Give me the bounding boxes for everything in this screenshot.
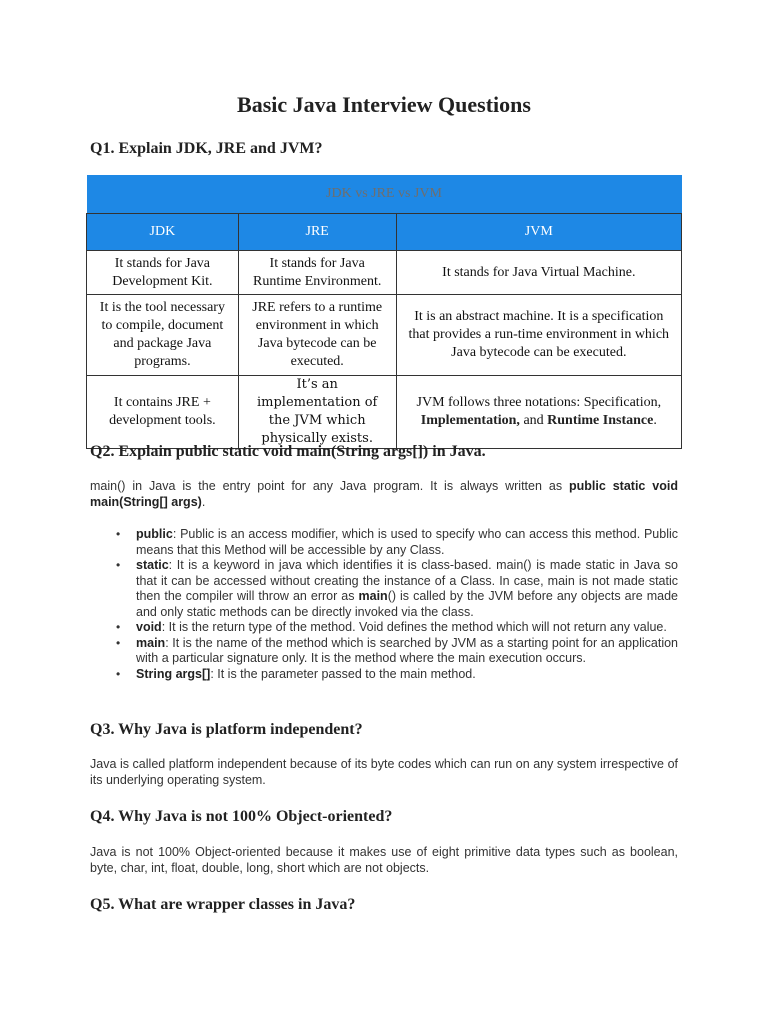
header-jre: JRE bbox=[238, 214, 396, 251]
bold-term: public bbox=[136, 527, 173, 541]
text: : Public is an access modifier, which is used to specify who can access this method. Public means that this Method will be accessible by any Class. bbox=[136, 527, 678, 557]
table-cell: It stands for Java Runtime Environment. bbox=[238, 251, 396, 295]
q3-body: Java is called platform independent because of its byte codes which can run on any system irrespective of its underlying operating system. bbox=[90, 757, 678, 787]
table-cell: It stands for Java Virtual Machine. bbox=[396, 251, 681, 295]
table-caption-row bbox=[87, 175, 682, 214]
list-item bbox=[90, 620, 678, 636]
q3-heading: Q3. Why Java is platform independent? bbox=[90, 721, 363, 738]
table-caption: JDK vs JRE vs JVM bbox=[87, 175, 682, 214]
table-cell-jvm-notations bbox=[396, 376, 681, 449]
bullet-icon: • bbox=[116, 666, 121, 681]
table-cell: It’s an implementation of the JVM which physically exists. bbox=[238, 376, 396, 449]
text: : It is the name of the method which is searched by JVM as a starting point for an application with a particular signature only. It is the method where the main execution occurs. bbox=[136, 635, 678, 665]
list-item bbox=[90, 558, 678, 620]
list-item bbox=[90, 667, 678, 683]
q1-heading: Q1. Explain JDK, JRE and JVM? bbox=[90, 140, 323, 157]
header-jdk: JDK bbox=[87, 214, 239, 251]
table-row bbox=[87, 251, 682, 295]
text: . bbox=[201, 494, 206, 509]
bold-term: main bbox=[136, 635, 166, 650]
table-row bbox=[87, 376, 682, 449]
table-cell: It is an abstract machine. It is a specification that provides a run-time environment in which Java bytecode can be executed. bbox=[396, 295, 681, 376]
jdk-jre-jvm-table bbox=[86, 175, 682, 449]
table-cell: It is the tool necessary to compile, document and package Java programs. bbox=[87, 295, 239, 376]
text: and bbox=[519, 413, 548, 428]
q2-bullet-list bbox=[90, 527, 678, 682]
bold-term: public static void main(String[] args) bbox=[90, 479, 679, 509]
list-item bbox=[90, 636, 678, 667]
text: . bbox=[653, 413, 657, 428]
bold-term: Runtime Instance bbox=[547, 413, 654, 428]
q4-body: Java is not 100% Object-oriented because it makes use of eight primitive data types such as boolean, byte, char, int, float, double, long, short which are not objects. bbox=[90, 845, 678, 875]
text: : It is a keyword in java which identifies it is class-based. main() is made static in Java so that it can be accessed without creating the instance of a Class. In case, main is not made static then the compiler will throw an error as bbox=[136, 558, 678, 603]
text: main() in Java is the entry point for any Java program. It is always written as bbox=[90, 479, 569, 493]
text: () is called by the JVM before any objects are made and only static methods can be directly invoked via the class. bbox=[136, 589, 678, 619]
table-cell: It stands for Java Development Kit. bbox=[87, 251, 239, 295]
bullet-icon: • bbox=[116, 620, 121, 634]
table-header-row bbox=[87, 214, 682, 251]
text: : It is the parameter passed to the main method. bbox=[210, 666, 476, 681]
table-row bbox=[87, 295, 682, 376]
q2-heading: Q2. Explain public static void main(String args[]) in Java. bbox=[90, 443, 486, 460]
text: JVM follows three notations: Specification, bbox=[416, 395, 662, 410]
bullet-icon: • bbox=[116, 635, 121, 650]
q4-heading: Q4. Why Java is not 100% Object-oriented? bbox=[90, 808, 393, 825]
table-cell: It contains JRE + development tools. bbox=[87, 376, 239, 449]
page-title: Basic Java Interview Questions bbox=[237, 92, 531, 117]
text: : It is the return type of the method. Void defines the method which will not return any value. bbox=[161, 620, 667, 634]
list-item bbox=[90, 527, 678, 558]
header-jvm: JVM bbox=[396, 214, 681, 251]
bullet-icon: • bbox=[116, 558, 121, 572]
q2-intro bbox=[90, 479, 678, 510]
bold-term: main bbox=[358, 589, 388, 603]
bold-term: void bbox=[136, 620, 162, 634]
bold-term: String args[] bbox=[136, 666, 211, 681]
bold-term: Implementation, bbox=[420, 413, 520, 428]
bullet-icon: • bbox=[116, 527, 121, 541]
q5-heading: Q5. What are wrapper classes in Java? bbox=[90, 896, 356, 913]
table-cell: JRE refers to a runtime environment in which Java bytecode can be executed. bbox=[238, 295, 396, 376]
bold-term: static bbox=[136, 558, 169, 572]
